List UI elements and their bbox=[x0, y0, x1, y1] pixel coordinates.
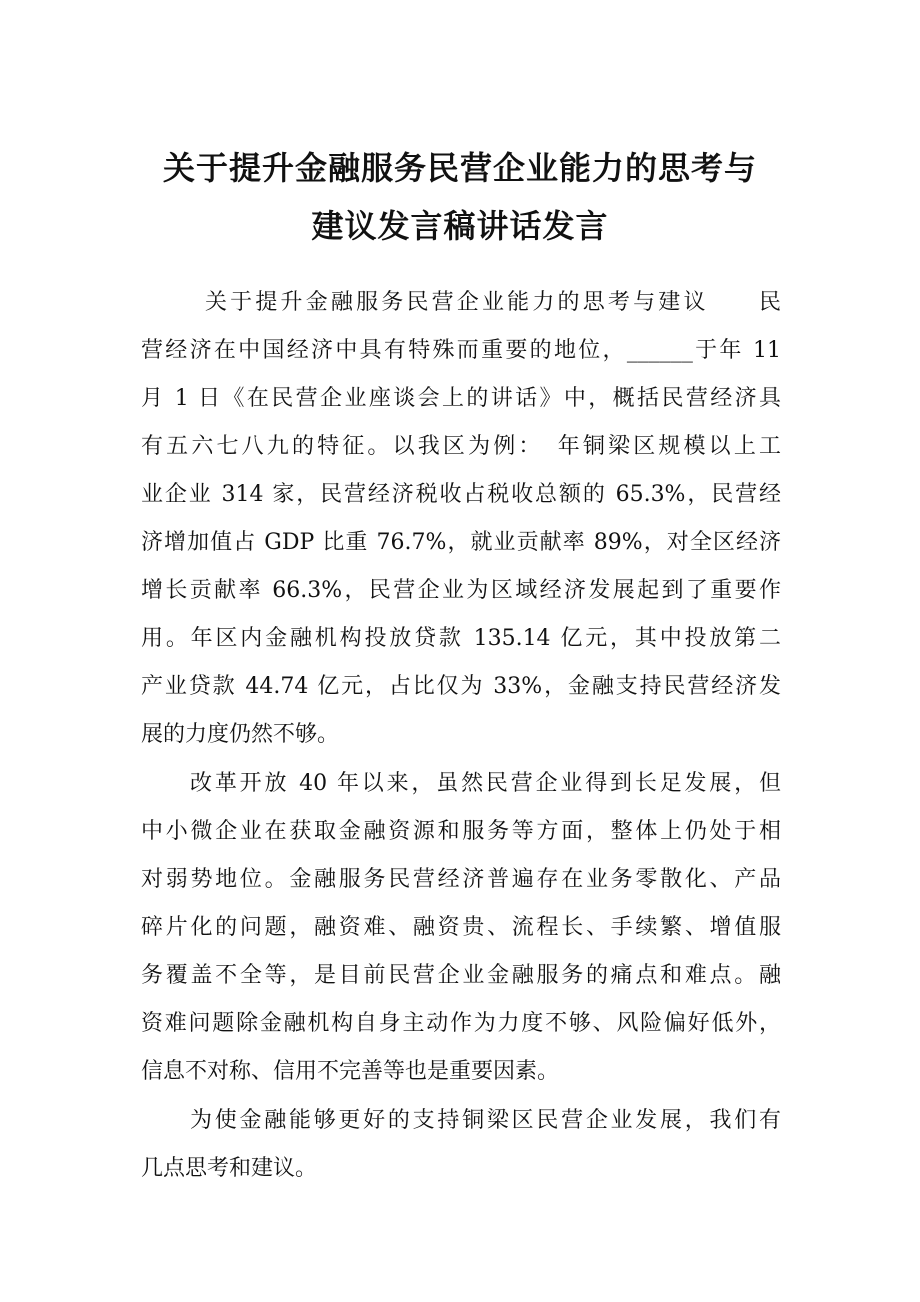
paragraph-1-line-5: 业企业 314 家，民营经济税收占税收总额的 65.3%，民营经 bbox=[141, 482, 781, 507]
paragraph-1-line-9: 产业贷款 44.74 亿元，占比仅为 33%，金融支持民营经济发 bbox=[141, 674, 781, 699]
document-title-line-1: 关于提升金融服务民营企业能力的思考与 bbox=[162, 149, 757, 187]
paragraph-1-line-1: 关于提升金融服务民营企业能力的思考与建议 民 bbox=[205, 290, 781, 315]
document-title-line-2: 建议发言稿讲话发言 bbox=[311, 207, 609, 245]
paragraph-1-line-2: 营经济在中国经济中具有特殊而重要的地位，______于年 11 bbox=[141, 338, 781, 363]
paragraph-3-line-1: 为使金融能够更好的支持铜梁区民营企业发展，我们有 bbox=[190, 1108, 781, 1133]
paragraph-1-line-10: 展的力度仍然不够。 bbox=[141, 722, 340, 747]
paragraph-1-line-7: 增长贡献率 66.3%，民营企业为区域经济发展起到了重要作 bbox=[141, 578, 781, 603]
paragraph-2-line-6: 资难问题除金融机构自身主动作为力度不够、风险偏好低外， bbox=[141, 1011, 781, 1036]
paragraph-1-line-4: 有五六七八九的特征。以我区为例： 年铜梁区规模以上工 bbox=[141, 434, 781, 459]
paragraph-2-line-2: 中小微企业在获取金融资源和服务等方面，整体上仍处于相 bbox=[141, 819, 781, 844]
paragraph-3-line-2: 几点思考和建议。 bbox=[141, 1156, 318, 1181]
paragraph-1-line-3: 月 1 日《在民营企业座谈会上的讲话》中，概括民营经济具 bbox=[141, 386, 781, 411]
paragraph-1-line-8: 用。年区内金融机构投放贷款 135.14 亿元，其中投放第二 bbox=[141, 626, 781, 651]
paragraph-2-line-4: 碎片化的问题，融资难、融资贵、流程长、手续繁、增值服 bbox=[141, 915, 781, 940]
paragraph-2-line-7: 信息不对称、信用不完善等也是重要因素。 bbox=[141, 1059, 560, 1084]
paragraph-2-line-5: 务覆盖不全等，是目前民营企业金融服务的痛点和难点。融 bbox=[141, 963, 781, 988]
paragraph-2-line-1: 改革开放 40 年以来，虽然民营企业得到长足发展，但 bbox=[190, 771, 781, 796]
paragraph-1-line-6: 济增加值占 GDP 比重 76.7%，就业贡献率 89%，对全区经济 bbox=[141, 530, 781, 555]
paragraph-2-line-3: 对弱势地位。金融服务民营经济普遍存在业务零散化、产品 bbox=[141, 867, 781, 892]
